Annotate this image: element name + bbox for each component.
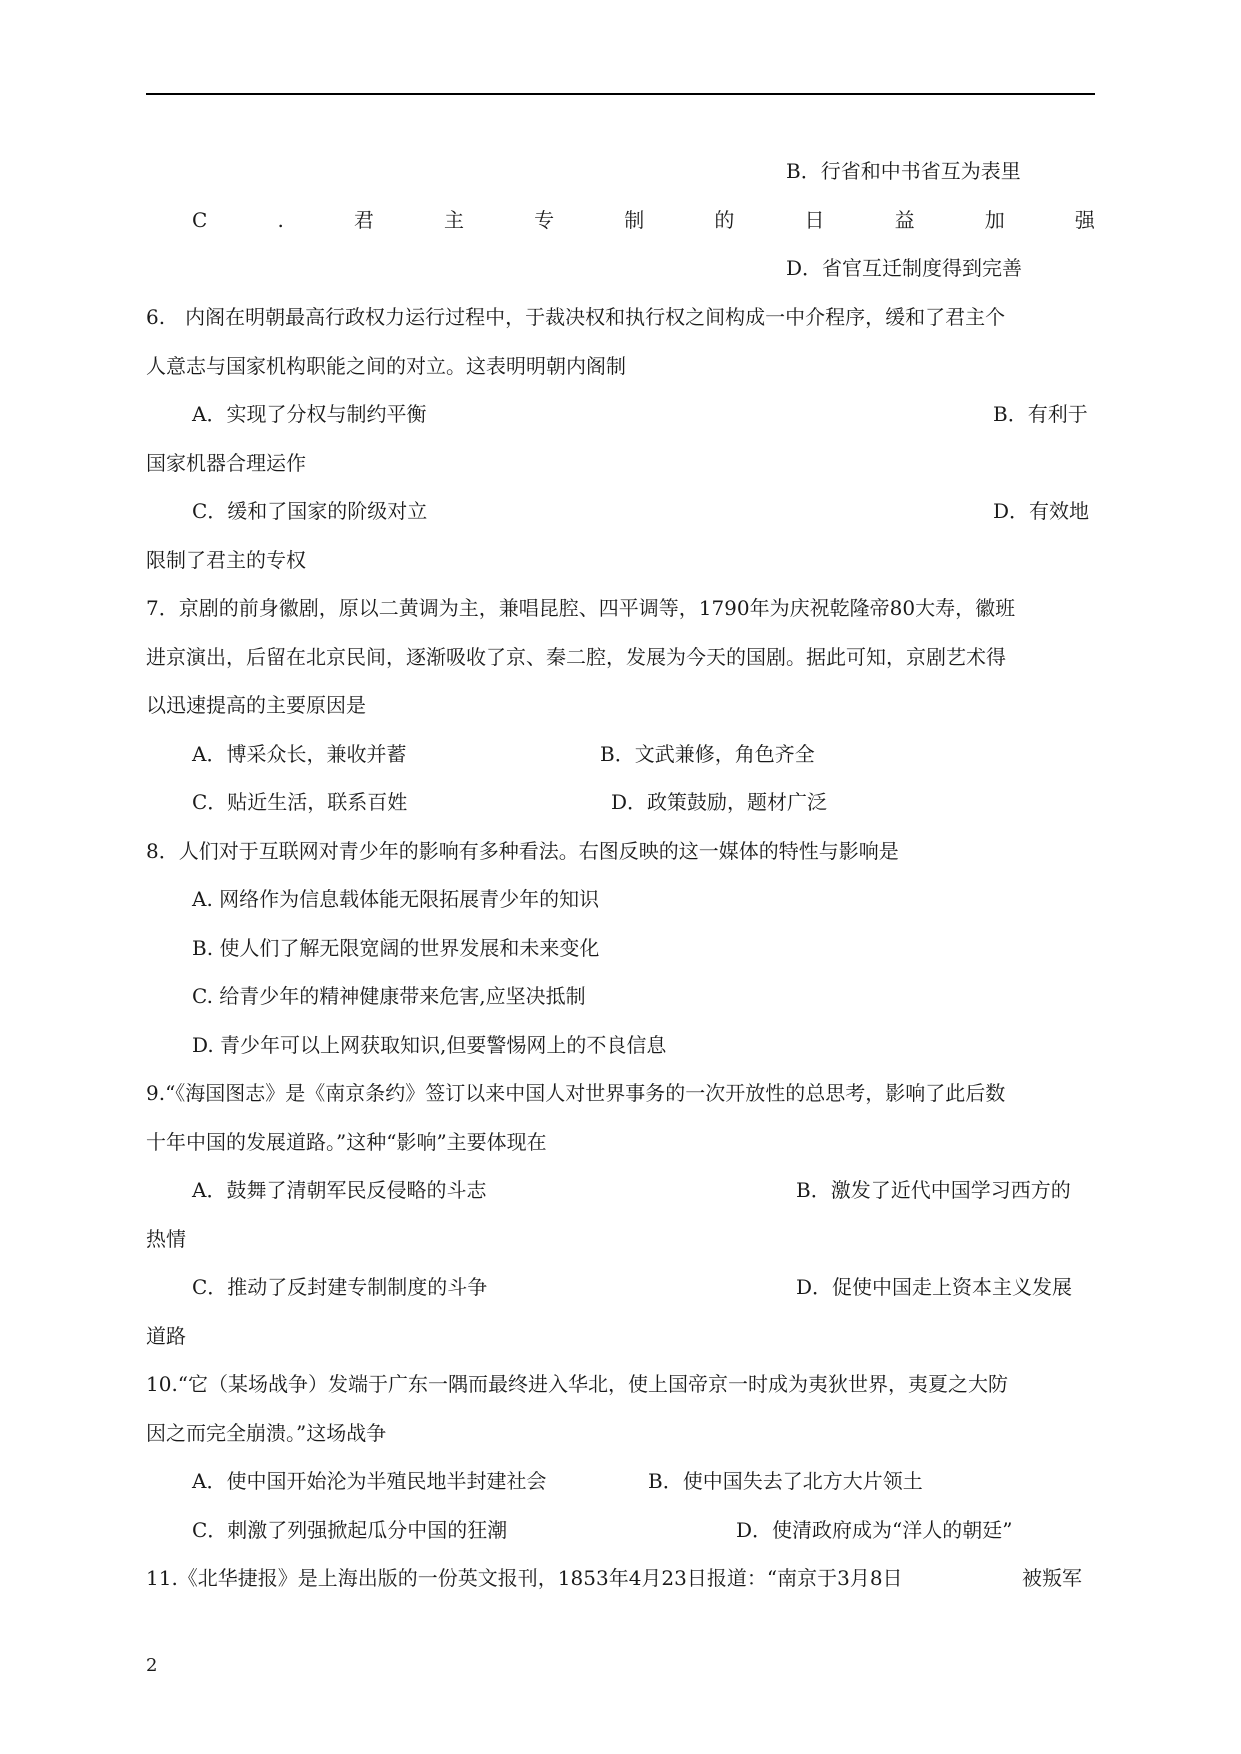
q5-option-d: D．省官互迁制度得到完善 bbox=[786, 256, 1023, 280]
q6-stem-line2: 人意志与国家机构职能之间的对立。这表明明朝内阁制 bbox=[146, 354, 626, 378]
page-number: 2 bbox=[146, 1655, 158, 1676]
q11-stem-end: 被叛军 bbox=[1022, 1566, 1082, 1590]
q9-stem-line1: 9.“《海国图志》是《南京条约》签订以来中国人对世界事务的一次开放性的总思考，影响了此后数 bbox=[146, 1081, 1006, 1105]
q6-option-b: B．有利于 bbox=[993, 402, 1088, 426]
q10-stem-line1: 10.“它（某场战争）发端于广东一隅而最终进入华北，使上国帝京一时成为夷狄世界，夷夏之大防 bbox=[146, 1372, 1009, 1396]
q5-option-c: C . 君 主 专 制 的 日 益 加 强 bbox=[192, 208, 1095, 232]
q8-option-a: A. 网络作为信息载体能无限拓展青少年的知识 bbox=[192, 887, 600, 911]
q6-option-a: A．实现了分权与制约平衡 bbox=[192, 402, 427, 426]
q8-option-b: B. 使人们了解无限宽阔的世界发展和未来变化 bbox=[192, 936, 600, 960]
q9-option-b: B．激发了近代中国学习西方的 bbox=[796, 1178, 1071, 1202]
q6-stem-line1: 6. 内阁在明朝最高行政权力运行过程中，于裁决权和执行权之间构成一中介程序，缓和了君主个 bbox=[146, 305, 1006, 329]
q10-option-b: B．使中国失去了北方大片领土 bbox=[648, 1469, 923, 1493]
q9-option-d: D．促使中国走上资本主义发展 bbox=[796, 1275, 1073, 1299]
q6-option-b-cont: 国家机器合理运作 bbox=[146, 451, 306, 475]
q7-option-a: A．博采众长，兼收并蓄 bbox=[192, 742, 407, 766]
q7-option-d: D．政策鼓励，题材广泛 bbox=[611, 790, 828, 814]
q7-option-b: B．文武兼修，角色齐全 bbox=[600, 742, 815, 766]
q7-stem-line1: 7．京剧的前身徽剧，原以二黄调为主，兼唱昆腔、四平调等，1790年为庆祝乾隆帝80大寿，徽班 bbox=[146, 596, 1016, 620]
q5-option-b: B．行省和中书省互为表里 bbox=[786, 159, 1021, 183]
q9-stem-line2: 十年中国的发展道路。”这种“影响”主要体现在 bbox=[146, 1130, 547, 1154]
q7-stem-line2: 进京演出，后留在北京民间，逐渐吸收了京、秦二腔，发展为今天的国剧。据此可知，京剧艺术得 bbox=[146, 645, 1006, 669]
q9-option-d-cont: 道路 bbox=[146, 1324, 186, 1348]
q9-option-b-cont: 热情 bbox=[146, 1227, 186, 1251]
q10-stem-line2: 因之而完全崩溃。”这场战争 bbox=[146, 1421, 387, 1445]
q9-option-a: A．鼓舞了清朝军民反侵略的斗志 bbox=[192, 1178, 487, 1202]
q8-stem: 8．人们对于互联网对青少年的影响有多种看法。右图反映的这一媒体的特性与影响是 bbox=[146, 839, 899, 863]
q11-stem: 11.《北华捷报》是上海出版的一份英文报刊，1853年4月23日报道：“南京于3月8日 bbox=[146, 1566, 903, 1590]
q10-option-c: C．刺激了列强掀起瓜分中国的狂潮 bbox=[192, 1518, 508, 1542]
q6-option-c: C．缓和了国家的阶级对立 bbox=[192, 499, 428, 523]
q9-option-c: C．推动了反封建专制制度的斗争 bbox=[192, 1275, 488, 1299]
q7-stem-line3: 以迅速提高的主要原因是 bbox=[146, 693, 366, 717]
header-rule bbox=[146, 93, 1095, 95]
q6-option-d-cont: 限制了君主的专权 bbox=[146, 548, 306, 572]
q10-option-d: D．使清政府成为“洋人的朝廷” bbox=[736, 1518, 1013, 1542]
q10-option-a: A．使中国开始沦为半殖民地半封建社会 bbox=[192, 1469, 547, 1493]
q8-option-d: D. 青少年可以上网获取知识,但要警惕网上的不良信息 bbox=[192, 1033, 667, 1057]
q8-option-c: C. 给青少年的精神健康带来危害,应坚决抵制 bbox=[192, 984, 586, 1008]
q6-option-d: D．有效地 bbox=[993, 499, 1090, 523]
q7-option-c: C．贴近生活，联系百姓 bbox=[192, 790, 408, 814]
